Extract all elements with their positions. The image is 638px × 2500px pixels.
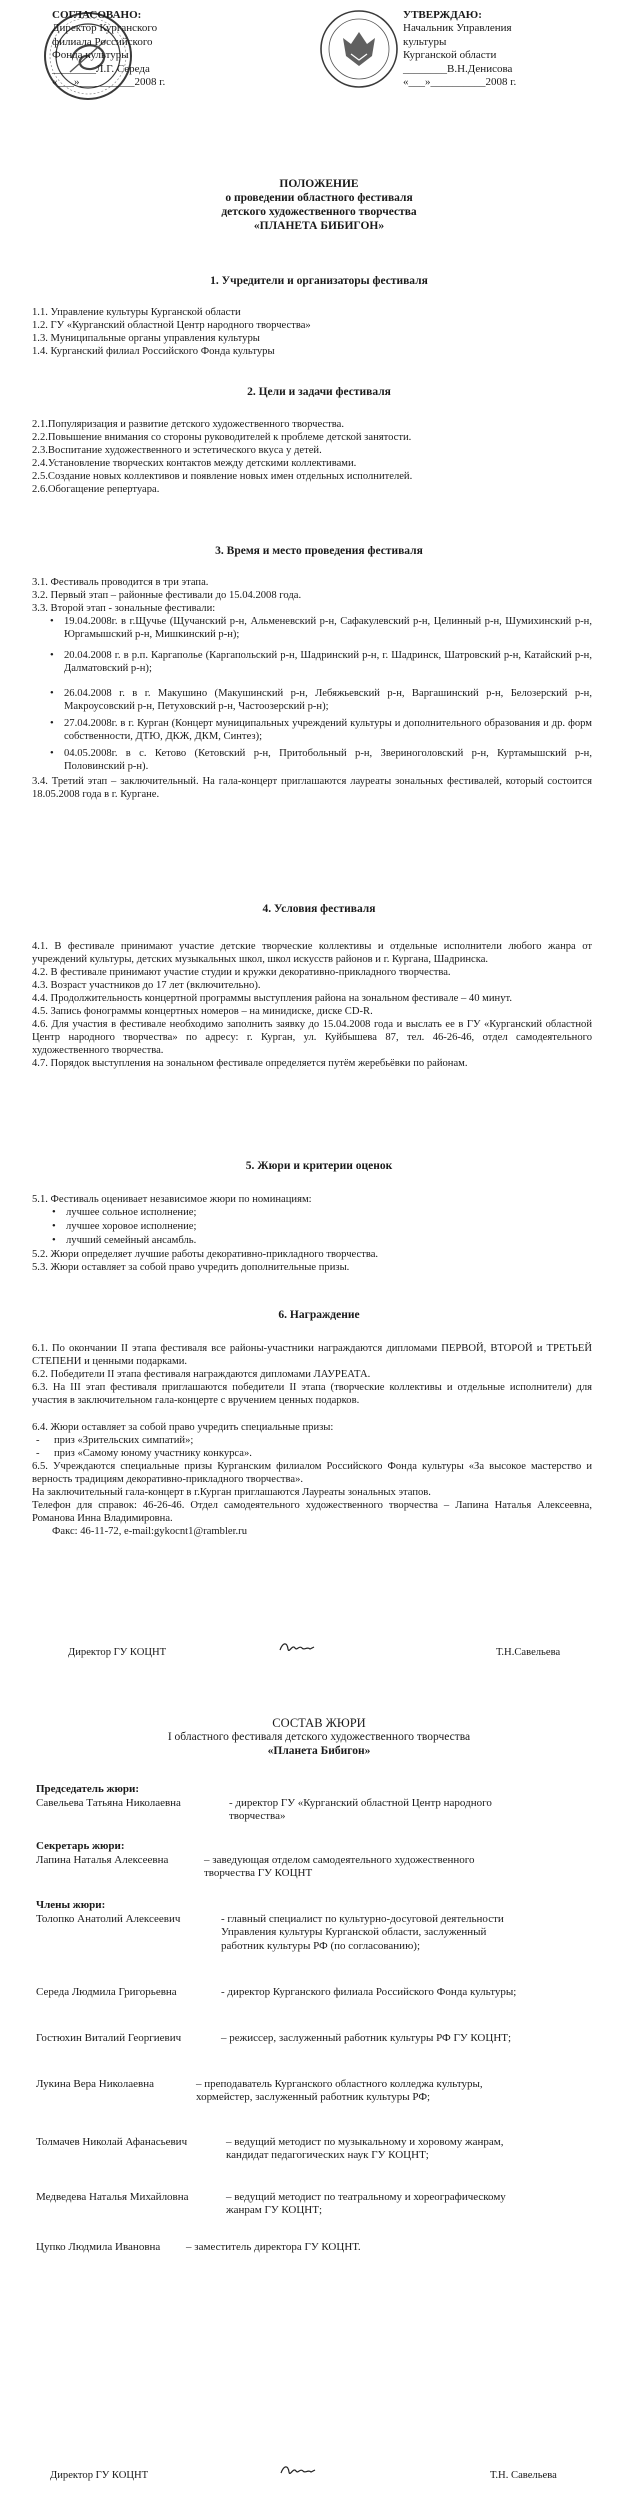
list-item: 4.4. Продолжительность концертной программы выступления района на зональном фестивале – 40 минут. <box>32 993 512 1004</box>
list-item: 2.4.Установление творческих контактов между детскими коллективами. <box>32 458 357 469</box>
signature-name: Т.Н. Савельева <box>490 2470 557 2481</box>
approval-right-line: Начальник Управления <box>403 22 512 35</box>
jury-member-name: Толопко Анатолий Алексеевич <box>36 1913 181 1925</box>
approval-left-line: ________Л.Г. Середа <box>52 62 150 75</box>
signature-title: Директор ГУ КОЦНТ <box>68 1647 167 1658</box>
title-line: «ПЛАНЕТА БИБИГОН» <box>253 220 385 232</box>
list-item: • 19.04.2008г. в г.Щучье (Щучанский р-н, Альменевский р-н, Сафакулевский р-н, Целинный р-н, Шумихинский р-н, Юргамышский р-н, Мишкинский р-н); <box>48 615 592 641</box>
approval-left-block <box>52 9 252 89</box>
signature-name: Т.Н.Савельева <box>496 1647 561 1658</box>
list-item: 4.3. Возраст участников до 17 лет (включительно). <box>32 980 261 991</box>
list-item: 6.3. На III этап фестиваля приглашаются победители II этапа (творческие коллективы и отдельные исполнители) для участия в заключительном гала-концерте с вручением ценных подарков. <box>32 1382 592 1406</box>
list-item: 2.3.Воспитание художественного и эстетического вкуса у детей. <box>32 445 322 456</box>
handwritten-signature <box>278 2461 318 2479</box>
list-item: 4.6. Для участия в фестивале необходимо заполнить заявку до 15.04.2008 года и выслать ее в ГУ «Курганский областной Центр народного творчества» по адресу: г. Курган, ул. Куйбышева 87, тел. 46-26-46, отдел самодеятельного художественного творчества. <box>32 1019 592 1056</box>
jury-festival-name: «Планета Бибигон» <box>267 1745 371 1757</box>
list-item: • 20.04.2008 г. в р.п. Каргаполье (Каргапольский р-н, Шадринский р-н, г. Шадринск, Шатровский р-н, Катайский р-н, Далматовский р-н); <box>48 649 592 675</box>
jury-chair-label: Председатель жюри: <box>36 1783 140 1795</box>
list-item: 2.2.Повышение внимания со стороны руководителей к проблеме детской занятости. <box>32 432 412 443</box>
list-item: 3.2. Первый этап – районные фестивали до 15.04.2008 года. <box>32 590 302 601</box>
approval-left-line: филиала Российского <box>52 35 153 48</box>
list-item: - приз «Самому юному участнику конкурса». <box>32 1447 592 1460</box>
list-item: - приз «Зрительских симпатий»; <box>32 1434 592 1447</box>
section-1-list <box>32 306 592 358</box>
section-1-heading: 1. Учредители и организаторы фестиваля <box>210 275 428 287</box>
jury-member-role: – заведующая отделом самодеятельного художественного творчества ГУ КОЦНТ <box>204 1854 475 1880</box>
section-5-heading: 5. Жюри и критерии оценок <box>245 1160 393 1172</box>
list-item: 5.3. Жюри оставляет за собой право учредить дополнительные призы. <box>32 1262 350 1273</box>
list-item: 1.1. Управление культуры Курганской области <box>32 307 241 318</box>
emblem-seal <box>318 8 400 90</box>
zonal-festivals-list <box>48 615 592 773</box>
section-3-body <box>32 576 592 801</box>
signature-title: Директор ГУ КОЦНТ <box>50 2470 149 2481</box>
approval-right-line: Курганской области <box>403 49 497 62</box>
section-6-heading: 6. Награждение <box>278 1309 360 1321</box>
section-4-heading: 4. Условия фестиваля <box>262 903 376 915</box>
nominations-list <box>50 1206 592 1247</box>
section-2-list <box>32 418 592 496</box>
list-item: 5.1. Фестиваль оценивает независимое жюри по номинациям: <box>32 1194 312 1205</box>
approval-left-title: СОГЛАСОВАНО: <box>52 9 142 21</box>
list-item: 1.3. Муниципальные органы управления культуры <box>32 333 260 344</box>
approval-left-line: Директор Курганского <box>52 22 158 35</box>
jury-member-role: – преподаватель Курганского областного колледжа культуры, хормейстер, заслуженный работник культуры РФ; <box>196 2078 483 2104</box>
jury-member-name: Цупко Людмила Ивановна <box>36 2241 161 2253</box>
jury-members-label: Члены жюри: <box>36 1899 106 1911</box>
list-item: 3.1. Фестиваль проводится в три этапа. <box>32 577 209 588</box>
approval-right-line: ________В.Н.Денисова <box>403 62 513 75</box>
contact-phone: Телефон для справок: 46-26-46. Отдел самодеятельного художественного творчества – Лапина Наталья Алексеевна, Романова Инна Владимировна. <box>32 1500 592 1524</box>
title-line: ПОЛОЖЕНИЕ <box>279 178 359 190</box>
approval-right-title: УТВЕРЖДАЮ: <box>403 9 482 21</box>
jury-member-name: Лапина Наталья Алексеевна <box>36 1854 169 1866</box>
list-item: 3.4. Третий этап – заключительный. На гала-концерт приглашаются лауреаты зональных фестивалей, который состоится 18.05.2008 года в г. Кургане. <box>32 776 592 800</box>
list-item: • 27.04.2008г. в г. Курган (Концерт муниципальных учреждений культуры и дополнительного образования и др. форм собственности, ДТЮ, ДКЖ, ДКМ, Синтез); <box>48 717 592 743</box>
jury-member-name: Медведева Наталья Михайловна <box>36 2191 189 2203</box>
jury-member-role: – режиссер, заслуженный работник культуры РФ ГУ КОЦНТ; <box>221 2032 512 2044</box>
jury-member-role: - главный специалист по культурно-досуговой деятельности Управления культуры Курганской области, заслуженный работник культуры РФ (по согласованию); <box>221 1913 504 1952</box>
handwritten-signature <box>277 1638 317 1656</box>
title-line: о проведении областного фестиваля <box>225 192 413 204</box>
list-item: 4.5. Запись фонограммы концертных номеров – на минидиске, диске CD-R. <box>32 1006 373 1017</box>
document-title <box>0 177 638 233</box>
section-6-body <box>32 1342 592 1538</box>
list-item: 4.2. В фестивале принимают участие студии и кружки декоративно-прикладного творчества. <box>32 967 451 978</box>
title-line: детского художественного творчества <box>221 206 417 218</box>
jury-member-role: – ведущий методист по музыкальному и хоровому жанрам, кандидат педагогических наук ГУ КОЦНТ; <box>226 2136 504 2162</box>
list-item: 1.2. ГУ «Курганский областной Центр народного творчества» <box>32 320 311 331</box>
approval-right-block <box>403 9 603 89</box>
approval-right-line: «___»__________2008 г. <box>403 76 517 89</box>
jury-title: СОСТАВ ЖЮРИ <box>272 1716 366 1730</box>
list-item: 5.2. Жюри определяет лучшие работы декоративно-прикладного творчества. <box>32 1249 379 1260</box>
list-item: 6.5. Учреждаются специальные призы Курганским филиалом Российского Фонда культуры «За высокое мастерство и верность традициям декоративно-прикладного творчества». <box>32 1461 592 1485</box>
list-item: 6.1. По окончании II этапа фестиваля все районы-участники награждаются дипломами ПЕРВОЙ, ВТОРОЙ и ТРЕТЬЕЙ СТЕПЕНИ и ценными подарками. <box>32 1343 592 1367</box>
list-item: 1.4. Курганский филиал Российского Фонда культуры <box>32 346 275 357</box>
list-item: На заключительный гала-концерт в г.Курган приглашаются Лауреаты зональных этапов. <box>32 1487 431 1498</box>
list-item: 4.7. Порядок выступления на зональном фестивале определяется путём жеребьёвки по районам. <box>32 1058 468 1069</box>
jury-member-role: - директор ГУ «Курганский областной Центр народного творчества» <box>229 1797 492 1823</box>
jury-member-role: – ведущий методист по театральному и хореографическому жанрам ГУ КОЦНТ; <box>226 2191 506 2217</box>
jury-member-role: - директор Курганского филиала Российского Фонда культуры; <box>221 1986 517 1998</box>
jury-member-name: Гостюхин Виталий Георгиевич <box>36 2032 182 2044</box>
section-5-body <box>32 1193 592 1274</box>
approval-right-line: культуры <box>403 35 447 48</box>
list-item: 2.6.Обогащение репертуара. <box>32 484 160 495</box>
contact-fax: Факс: 46-11-72, e-mail:gykocnt1@rambler.ru <box>52 1526 248 1537</box>
section-3-heading: 3. Время и место проведения фестиваля <box>215 545 423 557</box>
jury-member-name: Лукина Вера Николаевна <box>36 2078 154 2090</box>
jury-member-name: Середа Людмила Григорьевна <box>36 1986 177 1998</box>
jury-member-name: Толмачев Николай Афанасьевич <box>36 2136 188 2148</box>
jury-member-name: Савельева Татьяна Николаевна <box>36 1797 181 1809</box>
list-item: 2.1.Популяризация и развитие детского художественного творчества. <box>32 419 344 430</box>
list-item: • 26.04.2008 г. в г. Макушино (Макушинский р-н, Лебяжьевский р-н, Варгашинский р-н, Белозерский р-н, Макроусовский р-н, Петуховский р-н, Частоозерский р-н); <box>48 687 592 713</box>
list-item: 4.1. В фестивале принимают участие детские творческие коллективы и отдельные исполнители любого жанра от учреждений культуры, детских музыкальных школ, школ искусств районов и г. Кургана, Шадринска. <box>32 941 592 965</box>
list-item: 6.4. Жюри оставляет за собой право учредить специальные призы: <box>32 1422 334 1433</box>
list-item: 2.5.Создание новых коллективов и появление новых имен отдельных исполнителей. <box>32 471 413 482</box>
jury-secretary-label: Секретарь жюри: <box>36 1840 125 1852</box>
approval-left-line: «___»__________2008 г. <box>52 76 166 89</box>
list-item: • лучшее хоровое исполнение; <box>50 1220 592 1233</box>
list-item: • лучшее сольное исполнение; <box>50 1206 592 1219</box>
jury-member-role: – заместитель директора ГУ КОЦНТ. <box>186 2241 361 2253</box>
section-2-heading: 2. Цели и задачи фестиваля <box>247 386 391 398</box>
list-item: 6.2. Победители II этапа фестиваля награждаются дипломами ЛАУРЕАТА. <box>32 1369 371 1380</box>
section-4-list <box>32 940 592 1070</box>
list-item: 3.3. Второй этап - зональные фестивали: <box>32 603 216 614</box>
list-item: • лучший семейный ансамбль. <box>50 1234 592 1247</box>
jury-subtitle: I областного фестиваля детского художественного творчества <box>167 1731 471 1743</box>
special-prizes-list <box>32 1434 592 1460</box>
list-item: • 04.05.2008г. в с. Кетово (Кетовский р-н, Притобольный р-н, Звериноголовский р-н, Куртамышский р-н, Половинский р-н). <box>48 747 592 773</box>
jury-title-block <box>0 1716 638 1758</box>
approval-left-line: Фонда культуры <box>52 49 129 62</box>
